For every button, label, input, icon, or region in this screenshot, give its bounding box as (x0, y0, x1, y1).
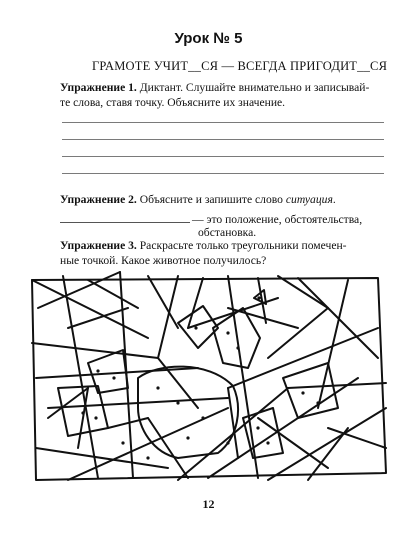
writing-line[interactable] (62, 173, 384, 174)
proverb-heading: ГРАМОТЕ УЧИТ__СЯ — ВСЕГДА ПРИГОДИТ__СЯ (92, 59, 388, 73)
answer-blank[interactable] (60, 211, 190, 223)
puzzle-lines (32, 272, 386, 480)
exercise-2-italic-word: ситуация (285, 193, 333, 206)
exercise-1-text-line1: Диктант. Слушайте внимательно и записывай- (139, 81, 370, 94)
exercise-2-definition-line2: обстановка. (198, 226, 257, 239)
exercise-2-label: Упражнение 2. (60, 193, 137, 206)
coloring-puzzle[interactable] (28, 268, 390, 488)
exercise-3-text-line1: Раскрасьте только треугольники помечен- (139, 239, 347, 252)
writing-line[interactable] (62, 139, 384, 140)
exercise-2-definition (60, 211, 390, 227)
page-number: 12 (202, 497, 215, 511)
exercise-2 (60, 192, 390, 207)
exercise-2-definition-line1: — это положение, обстоятельства, (192, 213, 363, 226)
exercise-2-period: . (332, 193, 336, 206)
exercise-1-label: Упражнение 1. (60, 81, 137, 94)
exercise-2-text: Объясните и запишите слово (139, 193, 283, 206)
writing-line[interactable] (62, 122, 384, 123)
exercise-3-text-line2: ные точкой. Какое животное получилось? (60, 254, 267, 267)
exercise-3-label: Упражнение 3. (60, 239, 137, 252)
writing-line[interactable] (62, 156, 384, 157)
exercise-1 (60, 80, 390, 110)
exercise-1-text-line2: те слова, ставя точку. Объясните их значение. (60, 96, 286, 109)
lesson-title: Урок № 5 (174, 30, 243, 47)
exercise-3 (60, 238, 390, 268)
